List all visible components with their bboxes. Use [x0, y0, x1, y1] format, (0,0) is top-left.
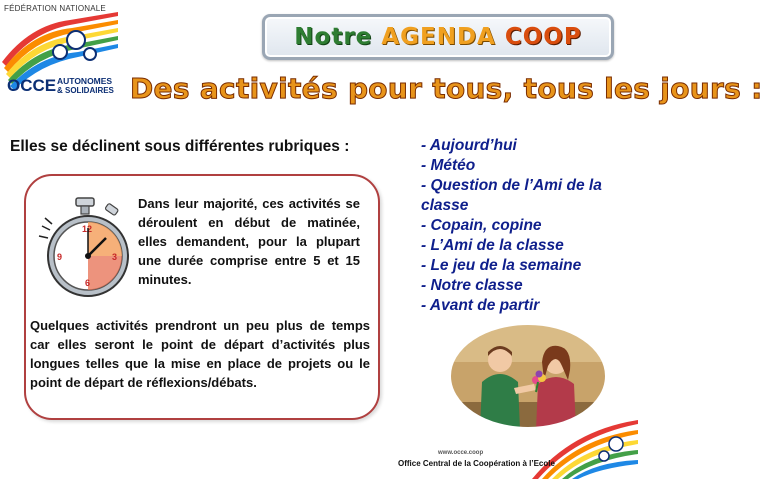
list-item: - Notre classe [421, 277, 523, 294]
occe-logo [0, 0, 122, 106]
stopwatch-icon [36, 196, 134, 300]
footer-url[interactable]: www.occe.coop [438, 450, 484, 456]
list-item: - Question de l’Ami de la classe [421, 177, 602, 214]
footer-organization: Office Central de la Coopération à l’Ecole [398, 459, 555, 468]
dial-number: 3 [112, 252, 118, 262]
card-paragraph-1: Dans leur majorité, ces activités se déroulent en début de matinée, elles demandent, pour la plupart une durée comprise entre 5 et 15 minutes. [138, 196, 360, 287]
dial-number: 9 [57, 252, 63, 262]
federation-label: FÉDÉRATION NATIONALE [4, 4, 106, 13]
rubriques-list [421, 136, 636, 316]
list-item: - Météo [421, 157, 476, 174]
card-paragraph-2: Quelques activités prendront un peu plus de temps car elles seront le point de départ d’activités plus longues telles que la mise en place de projets ou le point de départ de réflexions/débats. [30, 318, 370, 390]
list-item: - Le jeu de la semaine [421, 257, 582, 274]
page-subtitle: Des activités pour tous, tous les jours : [130, 72, 763, 105]
header-word-1: Notre [294, 24, 373, 50]
header-word-2: AGENDA [381, 24, 496, 50]
logo-tagline-2: & SOLIDAIRES [57, 86, 114, 95]
header-banner [262, 14, 614, 60]
header-word-3: COOP [504, 24, 582, 50]
list-item: - Aujourd’hui [421, 137, 517, 154]
lead-text: Elles se déclinent sous différentes rubriques : [10, 138, 350, 155]
dial-number: 6 [85, 278, 91, 288]
dial-number: 12 [82, 224, 93, 234]
list-item: - Copain, copine [421, 217, 542, 234]
logo-name: OCCE [7, 76, 57, 95]
list-item: - Avant de partir [421, 297, 540, 314]
logo-tagline-1: AUTONOMES [57, 76, 113, 86]
list-item: - L’Ami de la classe [421, 237, 564, 254]
